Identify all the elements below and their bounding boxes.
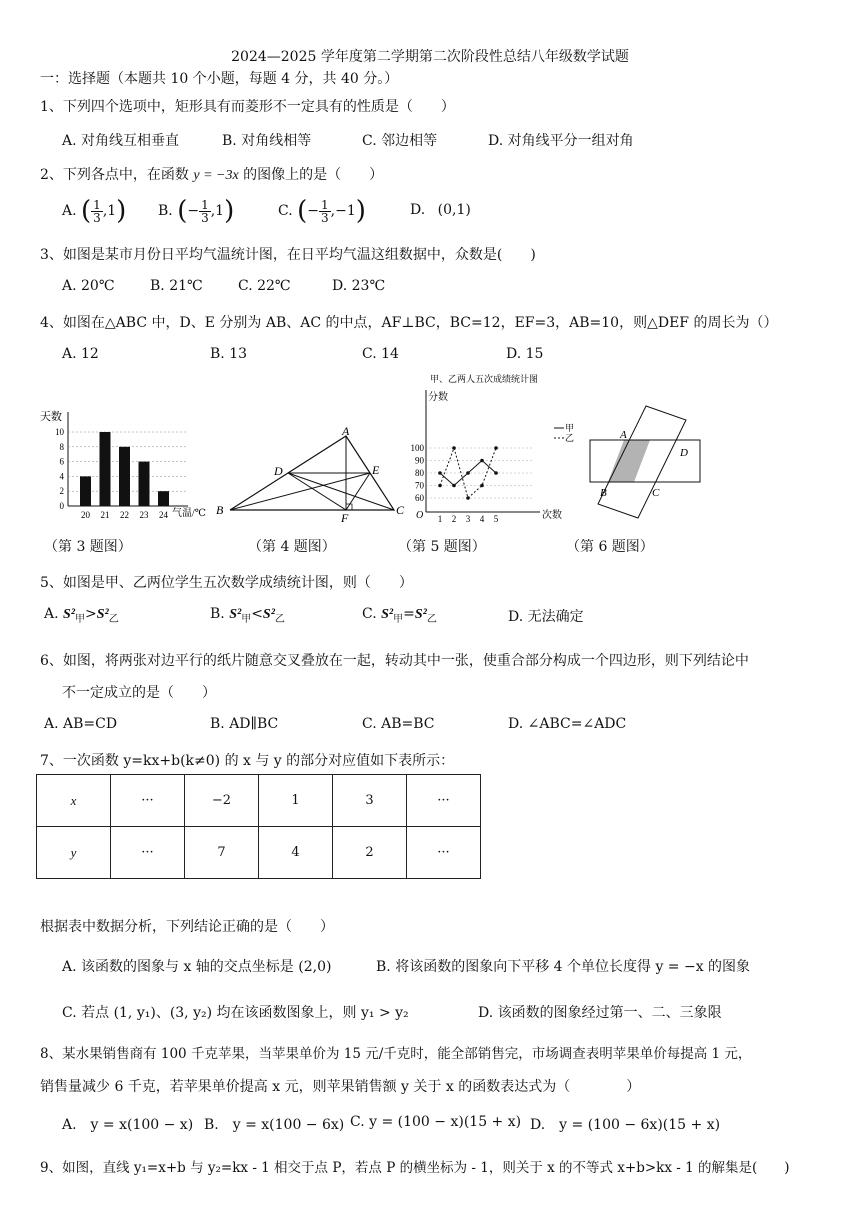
fig3-x-tick: 20 bbox=[81, 510, 90, 520]
q6-option-b: B. AD∥BC bbox=[210, 716, 279, 732]
fig5-origin: O bbox=[416, 510, 424, 521]
question-7-lead: 根据表中数据分析，下列结论正确的是（ ） bbox=[40, 919, 334, 935]
q2-option-b: B. (− $\frac{1}{3}$ ,1) bbox=[158, 196, 235, 226]
fig5-x-label: 次数 bbox=[542, 510, 562, 521]
table-cell: 4 bbox=[259, 827, 333, 879]
table-cell: ··· bbox=[407, 775, 481, 827]
fig3-y-tick: 4 bbox=[59, 471, 64, 482]
q7-option-b: B. 将该函数的图象向下平移 4 个单位长度得 y = −x 的图象 bbox=[376, 959, 751, 975]
q7-option-a: A. 该函数的图象与 x 轴的交点坐标是 (2,0) bbox=[62, 959, 332, 975]
fig4-point-a: A bbox=[342, 424, 350, 438]
q2-stem-end: 的图像上的是（ ） bbox=[243, 167, 384, 183]
q1-option-c: C. 邻边相等 bbox=[362, 133, 438, 149]
fig3-x-tick: 21 bbox=[100, 510, 110, 520]
fig3-bar bbox=[80, 476, 91, 506]
q8-option-a: A. y = x(100 − x) bbox=[62, 1117, 194, 1133]
figure-4-triangle bbox=[214, 424, 410, 525]
fig5-point bbox=[438, 471, 442, 475]
fig5-point bbox=[466, 496, 470, 500]
q4-option-a: A. 12 bbox=[62, 346, 99, 362]
fig4-point-d: D bbox=[274, 464, 283, 478]
fig6-point-d: D bbox=[680, 447, 688, 459]
question-5-stem: 5、如图是甲、乙两位学生五次数学成绩统计图，则（ ） bbox=[40, 575, 413, 591]
fig3-x-label: 气温/℃ bbox=[172, 508, 206, 519]
fig4-point-c: C bbox=[396, 503, 405, 517]
table-cell: ··· bbox=[111, 775, 185, 827]
q4-option-b: B. 13 bbox=[210, 346, 248, 362]
value-table bbox=[36, 774, 481, 879]
q8-option-d: D. y = (100 − 6x)(15 + x) bbox=[530, 1117, 721, 1133]
fig5-point bbox=[452, 484, 456, 488]
q5-option-d: D. 无法确定 bbox=[508, 609, 584, 625]
table-row bbox=[37, 827, 481, 879]
question-3-stem: 3、如图是某市月份日平均气温统计图，在日平均气温这组数据中，众数是( ) bbox=[40, 247, 536, 263]
fig5-x-tick: 1 bbox=[437, 514, 443, 524]
q2-d-value: (0,1) bbox=[437, 202, 471, 218]
figure-3-bar-chart bbox=[36, 404, 216, 522]
q1-option-a: A. 对角线互相垂直 bbox=[62, 133, 180, 149]
question-7-stem: 7、一次函数 y=kx+b(k≠0) 的 x 与 y 的部分对应值如下表所示： bbox=[40, 753, 455, 769]
q3-option-d: D. 23℃ bbox=[332, 278, 386, 294]
table-cell: 7 bbox=[185, 827, 259, 879]
figure-3-caption: （第 3 题图） bbox=[44, 539, 132, 555]
fig5-y-tick: 80 bbox=[415, 468, 424, 478]
q2-label-a: A. bbox=[62, 203, 77, 219]
fig5-point bbox=[452, 446, 456, 450]
figure-6-overlap-strips bbox=[582, 404, 712, 522]
fig5-y-tick: 100 bbox=[410, 443, 424, 453]
fig3-bar bbox=[119, 447, 130, 506]
fig3-y-tick: 0 bbox=[59, 501, 64, 511]
q6-option-d: D. ∠ABC=∠ADC bbox=[508, 716, 627, 732]
q5-option-b: B. $S^2_甲<S^2_乙$ bbox=[210, 606, 285, 625]
q7-option-c: C. 若点 (1, y₁)、(3, y₂) 均在该函数图象上，则 y₁ > y₂ bbox=[62, 1005, 409, 1021]
fig5-x-tick: 2 bbox=[451, 514, 457, 524]
fig5-legend-label: 甲 bbox=[565, 423, 575, 433]
table-row bbox=[37, 775, 481, 827]
fig5-point bbox=[494, 471, 498, 475]
q2-label-c: C. bbox=[278, 203, 293, 219]
figure-4-caption: （第 4 题图） bbox=[248, 539, 336, 555]
q2-label-d: D. bbox=[410, 202, 426, 218]
fig3-x-tick: 23 bbox=[139, 510, 149, 520]
fig5-x-tick: 4 bbox=[479, 514, 485, 524]
table-cell: 3 bbox=[333, 775, 407, 827]
question-4-stem: 4、如图在△ABC 中，D、E 分别为 AB、AC 的中点，AF⊥BC，BC=12，EF=3，AB=10，则△DEF 的周长为（） bbox=[40, 315, 778, 331]
fig3-y-label: 天数 bbox=[40, 411, 62, 423]
q2-option-a: A. ( $\frac{1}{3}$ ,1) bbox=[62, 196, 127, 226]
fig4-point-b: B bbox=[216, 503, 224, 517]
q1-option-b: B. 对角线相等 bbox=[222, 133, 312, 149]
fig3-y-tick: 2 bbox=[59, 486, 64, 497]
section-heading: 一：选择题（本题共 10 个小题，每题 4 分，共 40 分。） bbox=[40, 71, 399, 87]
question-1-stem: 1、下列四个选项中，矩形具有而菱形不一定具有的性质是（ ） bbox=[40, 99, 455, 115]
fig3-bar bbox=[100, 432, 111, 506]
q5-option-c: C. $S^2_甲=S^2_乙$ bbox=[362, 606, 437, 625]
fig3-y-tick: 8 bbox=[59, 441, 64, 452]
figure-5-caption: （第 5 题图） bbox=[398, 539, 486, 555]
fig5-y-tick: 60 bbox=[415, 493, 424, 503]
q8-option-c: C. y = (100 − x)(15 + x) bbox=[350, 1114, 522, 1130]
question-8-stem-line2: 销售量减少 6 千克，若苹果单价提高 x 元，则苹果销售额 y 关于 x 的函数表达式为（ ） bbox=[40, 1079, 641, 1095]
fig5-point bbox=[466, 471, 470, 475]
exam-title: 2024—2025 学年度第二学期第二次阶段性总结八年级数学试题 bbox=[231, 49, 629, 65]
fig5-x-tick: 5 bbox=[493, 514, 499, 524]
q2-option-c: C. (− $\frac{1}{3}$ ,−1) bbox=[278, 196, 366, 226]
fig6-shaded-quad bbox=[608, 440, 650, 482]
fig3-bar bbox=[139, 462, 150, 506]
q5-option-a: A. $S^2_甲>S^2_乙$ bbox=[44, 606, 119, 625]
q8-option-b: B. y = x(100 − 6x) bbox=[204, 1117, 345, 1133]
fig5-y-label: 分数 bbox=[428, 392, 448, 403]
table-cell: ··· bbox=[111, 827, 185, 879]
question-6-stem-line1: 6、如图，将两张对边平行的纸片随意交叉叠放在一起，转动其中一张，使重合部分构成一个四边形，则下列结论中 bbox=[40, 653, 749, 669]
figure-6-caption: （第 6 题图） bbox=[566, 539, 654, 555]
fig5-y-tick: 70 bbox=[415, 480, 424, 491]
table-cell: −2 bbox=[185, 775, 259, 827]
table-cell: x bbox=[37, 775, 111, 827]
fig6-point-a: A bbox=[620, 429, 627, 441]
q2-option-d bbox=[410, 202, 471, 218]
fig5-legend-label: 乙 bbox=[565, 433, 575, 443]
table-cell: 2 bbox=[333, 827, 407, 879]
fig5-title: 甲、乙两人五次成绩统计图 bbox=[430, 374, 539, 384]
table-cell: ··· bbox=[407, 827, 481, 879]
q1-option-d: D. 对角线平分一组对角 bbox=[488, 133, 634, 149]
q3-option-b: B. 21℃ bbox=[150, 278, 203, 294]
q2-stem-start: 2、下列各点中，在函数 bbox=[40, 167, 189, 183]
q6-option-c: C. AB=BC bbox=[362, 716, 435, 732]
q4-option-d: D. 15 bbox=[506, 346, 544, 362]
q2-function: y = −3x bbox=[193, 168, 239, 183]
fig5-point bbox=[494, 446, 498, 450]
fig5-point bbox=[438, 484, 442, 488]
figure-5-line-chart bbox=[410, 372, 575, 526]
fig5-x-tick: 3 bbox=[465, 514, 471, 524]
fig3-bar bbox=[158, 491, 169, 506]
table-cell: y bbox=[37, 827, 111, 879]
fig5-y-tick: 90 bbox=[415, 455, 424, 466]
q6-option-a: A. AB=CD bbox=[44, 716, 118, 732]
fig4-point-e: E bbox=[372, 463, 380, 477]
fig6-point-c: C bbox=[652, 487, 660, 499]
fig3-y-tick: 6 bbox=[59, 456, 64, 467]
fig3-y-tick: 10 bbox=[55, 427, 64, 437]
question-9-stem: 9、如图，直线 y₁=x+b 与 y₂=kx - 1 相交于点 P，若点 P 的横坐标为 - 1，则关于 x 的不等式 x+b>kx - 1 的解集是( ) bbox=[40, 1160, 790, 1176]
q4-option-c: C. 14 bbox=[362, 346, 399, 362]
q7-option-d: D. 该函数的图象经过第一、二、三象限 bbox=[478, 1005, 722, 1021]
fig5-point bbox=[480, 484, 484, 488]
fig4-point-f: F bbox=[341, 511, 349, 525]
fig3-x-tick: 24 bbox=[159, 510, 168, 520]
question-8-stem-line1: 8、某水果销售商有 100 千克苹果，当苹果单价为 15 元/千克时，能全部销售完，市场调查表明苹果单价每提高 1 元， bbox=[40, 1046, 752, 1062]
q2-label-b: B. bbox=[158, 203, 173, 219]
fig3-x-tick: 22 bbox=[120, 510, 129, 520]
fig6-point-b: B bbox=[600, 487, 607, 499]
q3-option-a: A. 20℃ bbox=[62, 278, 115, 294]
fig5-point bbox=[480, 459, 484, 463]
table-cell: 1 bbox=[259, 775, 333, 827]
question-2-stem bbox=[40, 164, 383, 184]
question-6-stem-line2: 不一定成立的是（ ） bbox=[62, 685, 216, 701]
q3-option-c: C. 22℃ bbox=[238, 278, 291, 294]
